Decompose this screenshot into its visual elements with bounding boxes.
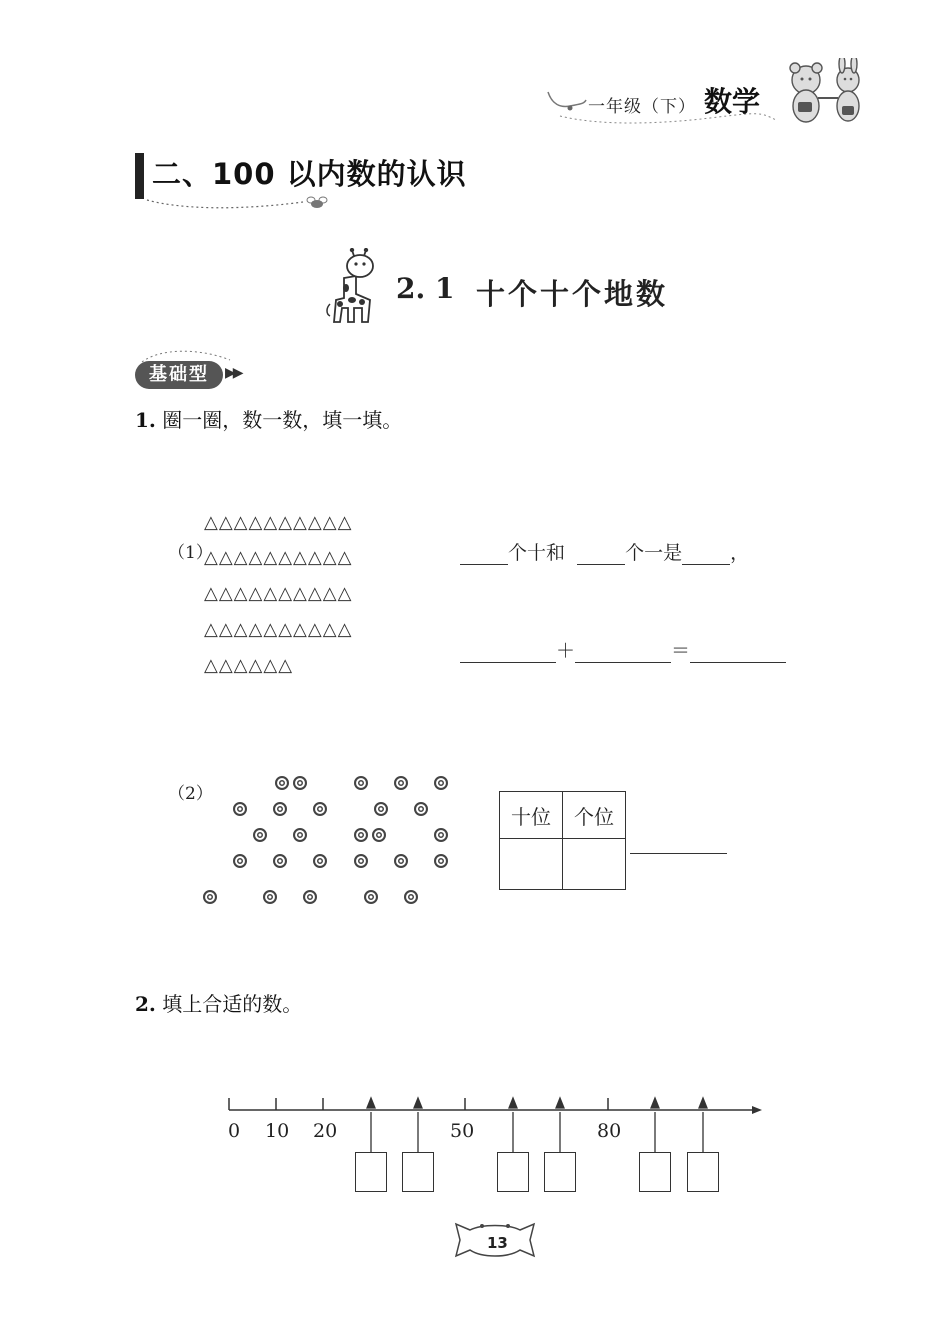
question-1-prompt: 圈一圈，数一数，填一填。	[162, 408, 403, 432]
header-subject: 数学	[704, 85, 761, 118]
pointer-arrow	[414, 1098, 422, 1108]
tens-place-header: 十位	[500, 792, 563, 839]
triangle-row-1: △△△△△△△△△△	[204, 512, 353, 533]
pointer-arrow	[367, 1098, 375, 1108]
pointer-arrow	[699, 1098, 707, 1108]
axis-label: 50	[450, 1120, 475, 1142]
ones-text: 个一是	[625, 542, 683, 564]
section-badge: 基础型	[135, 361, 223, 389]
part-2-label: （2）	[168, 784, 213, 804]
badge-arrow-icon: ▶▶	[225, 365, 241, 381]
axis-label: 10	[265, 1120, 290, 1142]
lesson-title: 十个十个地数	[476, 277, 669, 311]
triangle-row-5: △△△△△△	[204, 655, 294, 676]
comma-text: ，	[730, 542, 750, 564]
part-1-label: （1）	[168, 543, 213, 563]
axis-label: 0	[228, 1120, 241, 1142]
answer-box[interactable]	[355, 1152, 387, 1192]
question-1-number: 1.	[135, 408, 156, 432]
pointer-arrow	[509, 1098, 517, 1108]
answer-box[interactable]	[497, 1152, 529, 1192]
triangle-row-3: △△△△△△△△△△	[204, 583, 353, 604]
page-number: 13	[487, 1234, 508, 1252]
answer-box[interactable]	[402, 1152, 434, 1192]
ones-place-header: 个位	[563, 792, 626, 839]
pointer-arrow	[556, 1098, 564, 1108]
answer-box[interactable]	[544, 1152, 576, 1192]
tens-text: 个十和	[508, 542, 566, 564]
lesson-number: 2. 1	[396, 272, 455, 305]
triangle-row-4: △△△△△△△△△△	[204, 619, 353, 640]
question-2-number: 2.	[135, 992, 156, 1016]
axis-label: 20	[313, 1120, 338, 1142]
number-line-arrowhead	[752, 1106, 762, 1114]
plus-sign: ＋	[556, 640, 576, 662]
answer-box[interactable]	[639, 1152, 671, 1192]
pointer-arrow	[651, 1098, 659, 1108]
header-grade: 一年级（下）	[588, 97, 696, 117]
equals-sign: ＝	[671, 640, 691, 662]
axis-label: 80	[597, 1120, 622, 1142]
triangle-row-2: △△△△△△△△△△	[204, 547, 353, 568]
answer-box[interactable]	[687, 1152, 719, 1192]
unit-title: 二、100 以内数的认识	[152, 157, 467, 191]
question-2-prompt: 填上合适的数。	[162, 992, 303, 1016]
